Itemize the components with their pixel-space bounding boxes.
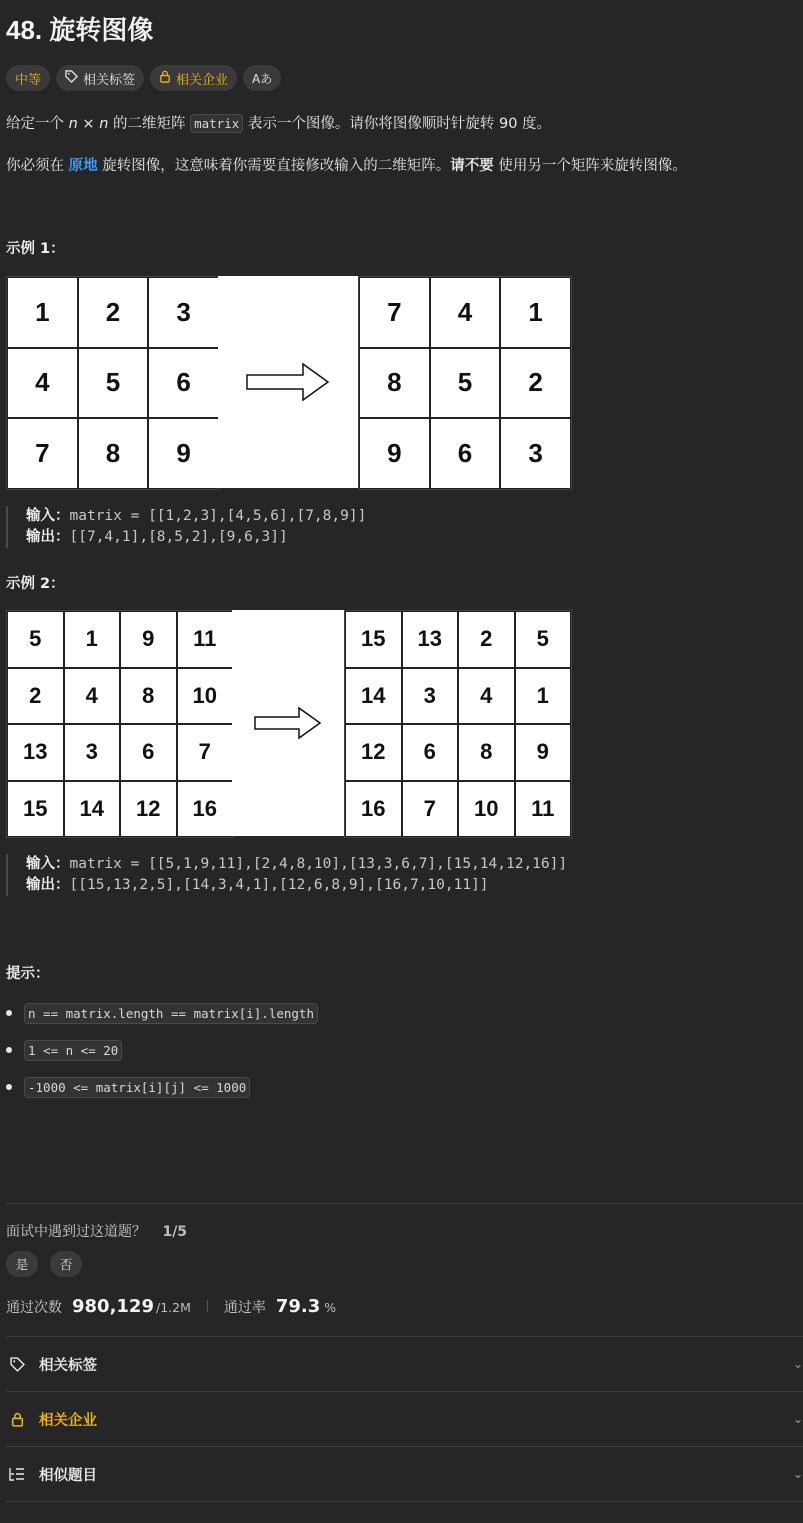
input-value: matrix = [[1,2,3],[4,5,6],[7,8,9]] [69,508,367,524]
input-value: matrix = [[5,1,9,11],[2,4,8,10],[13,3,6,7],[15,14,12,16]] [69,856,568,872]
matrix-cell: 4 [430,277,501,348]
divider [6,1203,803,1204]
desc-text: 你必须在 [6,158,64,174]
matrix-cell: 1 [64,611,121,668]
constraints-list [6,1000,318,1111]
matrix-cell: 5 [430,348,501,419]
difficulty-label: 中等 [15,72,42,88]
interview-question-text: 面试中遇到过这道题？ [6,1224,146,1240]
stats-row [6,1296,336,1317]
matrix-cell: 12 [345,724,402,781]
tag-bar [6,65,281,91]
no-button[interactable] [50,1251,82,1277]
matrix-cell: 13 [402,611,459,668]
interview-count: 1/5 [162,1224,188,1240]
topics-section-label: 相关标签 [39,1357,97,1374]
constraint-code: -1000 <= matrix[i][j] <= 1000 [24,1077,250,1098]
matrix-cell: 16 [177,781,234,838]
matrix-cell: 8 [359,348,430,419]
matrix-cell: 2 [78,277,149,348]
topics-section[interactable] [6,1337,803,1391]
matrix-cell: 10 [177,668,234,725]
accepted-label: 通过次数 [6,1300,62,1316]
example-1-after-matrix [358,276,572,490]
matrix-cell: 8 [78,418,149,489]
topics-tag-button[interactable] [56,65,144,91]
desc-text: 的二维矩阵 [113,116,186,132]
example-1-heading: 示例 1： [6,241,65,257]
matrix-cell: 4 [7,348,78,419]
matrix-cell: 8 [120,668,177,725]
matrix-cell: 10 [458,781,515,838]
in-place-link[interactable]: 原地 [68,158,98,174]
tag-icon [65,70,78,87]
acceptance-rate: 79.3 [275,1296,321,1317]
desc-text: 给定一个 [6,116,64,132]
similar-questions-section[interactable] [6,1447,803,1501]
chevron-down-icon: ⌄ [792,1412,803,1426]
difficulty-badge[interactable] [6,65,50,91]
matrix-cell: 14 [345,668,402,725]
list-icon [8,1465,26,1483]
arrow-right-icon [245,361,331,403]
matrix-cell: 7 [359,277,430,348]
example-1-io [6,506,366,548]
submissions-count: /1.2M [155,1300,191,1315]
companies-section-label: 相关企业 [39,1412,97,1429]
matrix-cell: 6 [120,724,177,781]
desc-text: 旋转图像，这意味着你需要直接修改输入的二维矩阵。 [102,158,451,174]
hints-heading: 提示： [6,966,50,982]
matrix-cell: 1 [500,277,571,348]
yes-label: 是 [15,1257,29,1272]
example-2-arrow-box [232,610,344,836]
constraint-code: n == matrix.length == matrix[i].length [24,1003,318,1024]
lock-icon [159,70,171,87]
stats-separator [207,1300,208,1312]
desc-text: 使用另一个矩阵来旋转图像。 [498,158,687,174]
matrix-cell: 12 [120,781,177,838]
accepted-count: 980,129 [72,1296,154,1317]
matrix-cell: 1 [515,668,572,725]
companies-section[interactable] [6,1392,803,1446]
chevron-down-icon: ⌄ [792,1357,803,1371]
desc-var: n [68,116,78,132]
companies-tag-button[interactable] [150,65,237,91]
matrix-cell: 15 [7,781,64,838]
font-toggle-button[interactable] [243,65,281,91]
matrix-cell: 3 [500,418,571,489]
matrix-cell: 2 [458,611,515,668]
chevron-down-icon: ⌄ [792,1467,803,1481]
bullet-icon [6,1084,12,1090]
matrix-cell: 15 [345,611,402,668]
matrix-cell: 2 [7,668,64,725]
matrix-cell: 11 [177,611,234,668]
matrix-cell: 5 [7,611,64,668]
constraint-item [6,1074,318,1100]
example-2-io [6,854,567,896]
lock-icon [8,1410,26,1428]
output-value: [[15,13,2,5],[14,3,4,1],[12,6,8,9],[16,7,10,11]] [69,877,489,893]
translate-icon: Aあ [252,71,273,86]
matrix-cell: 16 [345,781,402,838]
constraint-item [6,1000,318,1026]
description-paragraph-2 [6,154,687,175]
topics-tag-label: 相关标签 [83,72,136,88]
yes-button[interactable] [6,1251,38,1277]
bullet-icon [6,1010,12,1016]
desc-text: 表示一个图像。请你将图像顺时针旋转 90 度。 [247,116,552,132]
matrix-cell: 9 [148,418,219,489]
matrix-cell: 9 [515,724,572,781]
example-1-before-matrix [6,276,220,490]
constraint-item [6,1037,318,1063]
desc-times: × [77,116,100,132]
matrix-cell: 7 [177,724,234,781]
matrix-cell: 11 [515,781,572,838]
divider [6,1501,803,1502]
example-2-after-matrix [344,610,572,838]
matrix-cell: 14 [64,781,121,838]
matrix-cell: 2 [500,348,571,419]
bullet-icon [6,1047,12,1053]
description-paragraph-1 [6,112,551,133]
no-label: 否 [59,1257,73,1272]
matrix-cell: 6 [402,724,459,781]
output-value: [[7,4,1],[8,5,2],[9,6,3]] [69,529,288,545]
interview-question [6,1221,187,1241]
matrix-cell: 4 [64,668,121,725]
input-label: 输入： [26,856,70,872]
arrow-right-icon [253,706,323,740]
matrix-cell: 8 [458,724,515,781]
example-2-before-matrix [6,610,234,838]
acceptance-rate-unit: % [324,1300,337,1315]
desc-var: n [99,116,109,132]
matrix-cell: 7 [7,418,78,489]
problem-title: 48. 旋转图像 [6,15,154,45]
matrix-cell: 3 [64,724,121,781]
matrix-cell: 6 [148,348,219,419]
output-label: 输出： [26,877,70,893]
output-label: 输出： [26,529,70,545]
matrix-cell: 3 [148,277,219,348]
matrix-cell: 1 [7,277,78,348]
example-2-heading: 示例 2： [6,576,65,592]
example-1-arrow-box [218,276,358,488]
companies-tag-label: 相关企业 [176,72,229,88]
tag-icon [8,1355,26,1373]
matrix-cell: 6 [430,418,501,489]
acceptance-rate-label: 通过率 [223,1300,266,1316]
similar-section-label: 相似题目 [39,1467,97,1484]
matrix-cell: 7 [402,781,459,838]
constraint-code: 1 <= n <= 20 [24,1040,122,1061]
desc-bold: 请不要 [450,158,494,174]
matrix-cell: 5 [515,611,572,668]
matrix-cell: 4 [458,668,515,725]
inline-code: matrix [190,114,243,133]
input-label: 输入： [26,508,70,524]
matrix-cell: 5 [78,348,149,419]
matrix-cell: 9 [359,418,430,489]
matrix-cell: 13 [7,724,64,781]
matrix-cell: 3 [402,668,459,725]
matrix-cell: 9 [120,611,177,668]
